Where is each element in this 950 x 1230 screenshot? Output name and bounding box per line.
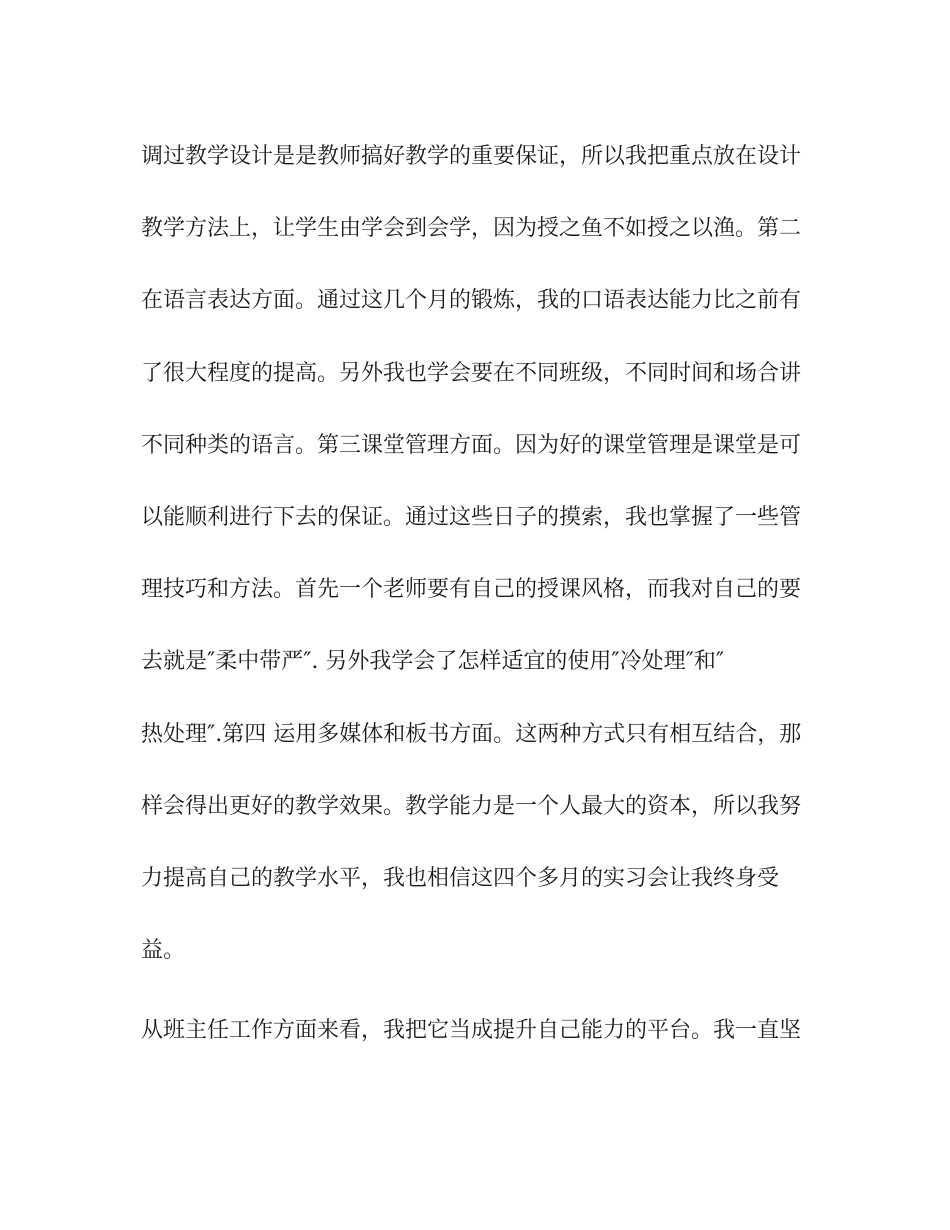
text-line: 了很大程度的提高。另外我也学会要在不同班级，不同时间和场合讲: [141, 360, 802, 386]
body-paragraph: [141, 143, 821, 1009]
text-line: 调过教学设计是是教师搞好教学的重要保证，所以我把重点放在设计: [141, 144, 802, 169]
text-line: 去就是″柔中带严″. 另外我学会了怎样适宜的使用″冷处理″和″: [141, 649, 725, 675]
body-paragraph: [141, 1017, 821, 1089]
text-line: 理技巧和方法。首先一个老师要有自己的授课风格，而我对自己的要: [141, 577, 802, 603]
text-line: 从班主任工作方面来看，我把它当成提升自己能力的平台。我一直坚: [141, 1018, 802, 1043]
text-line: 教学方法上，让学生由学会到会学，因为授之鱼不如授之以渔。第二: [141, 216, 802, 242]
text-line: 不同种类的语言。第三课堂管理方面。因为好的课堂管理是课堂是可: [141, 432, 802, 458]
text-line: 益。: [141, 938, 186, 964]
text-line: 在语言表达方面。通过这几个月的锻炼，我的口语表达能力比之前有: [141, 288, 802, 314]
text-line: 样会得出更好的教学效果。教学能力是一个人最大的资本，所以我努: [141, 793, 802, 819]
text-line: 以能顺利进行下去的保证。通过这些日子的摸索，我也掌握了一些管: [141, 504, 802, 530]
text-line: 热处理″.第四 运用多媒体和板书方面。这两种方式只有相互结合，那: [141, 721, 802, 747]
text-line: 力提高自己的教学水平，我也相信这四个多月的实习会让我终身受: [141, 865, 780, 891]
